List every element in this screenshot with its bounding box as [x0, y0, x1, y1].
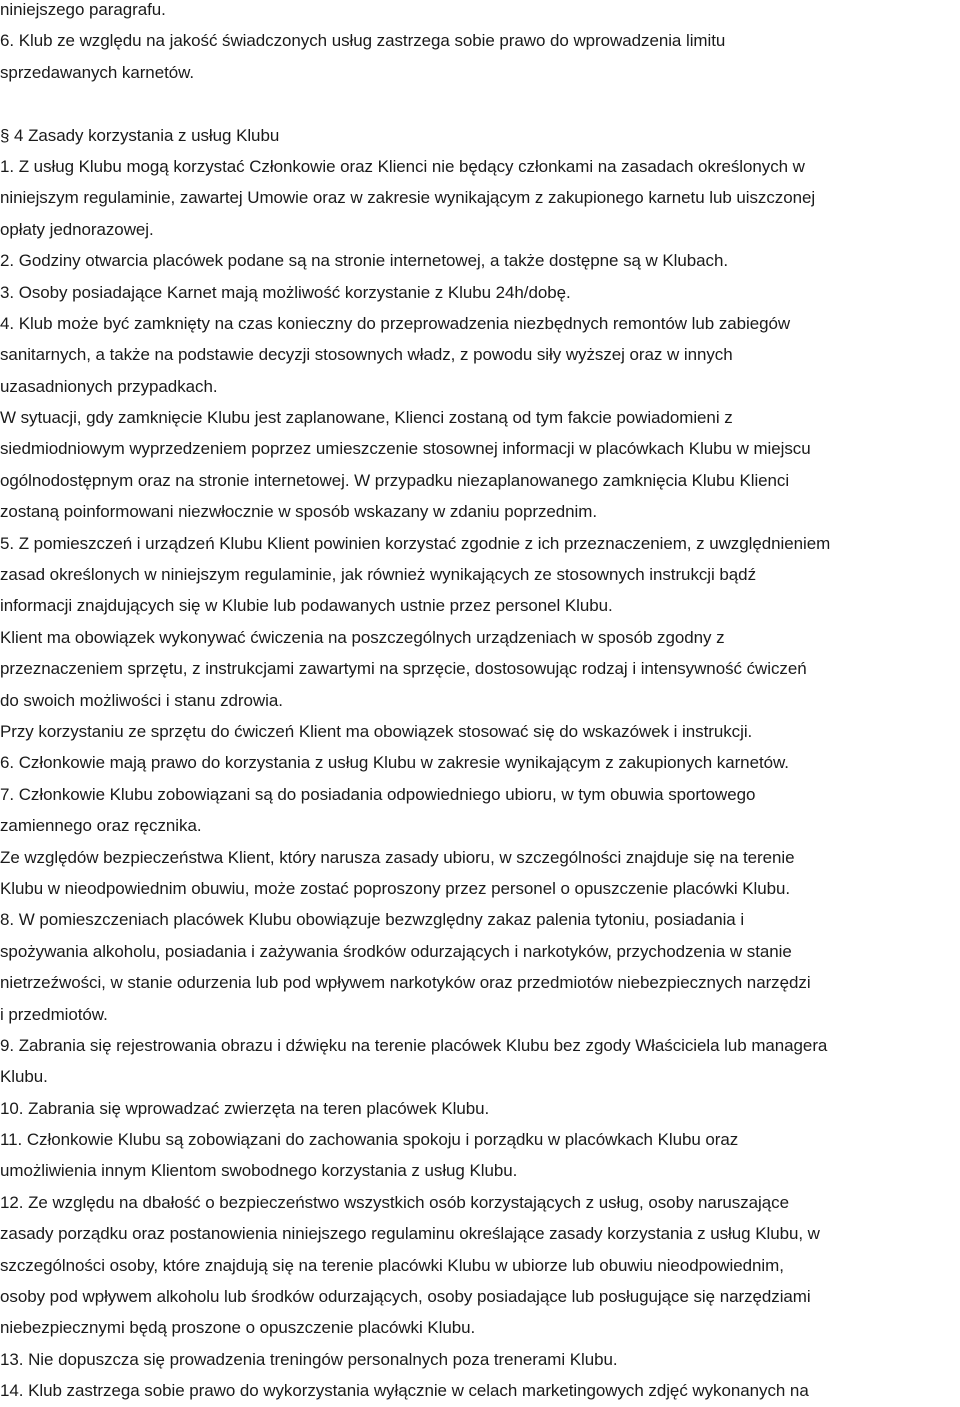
paragraph-line: Klient ma obowiązek wykonywać ćwiczenia na poszczególnych urządzeniach w sposób zgodny z	[0, 627, 725, 647]
paragraph-line: zostaną poinformowani niezwłocznie w sposób wskazany w zdaniu poprzednim.	[0, 502, 598, 522]
paragraph-line: sprzedawanych karnetów.	[0, 62, 195, 82]
paragraph-line: osoby pod wpływem alkoholu lub środków odurzających, osoby posiadające lub posługujące się narzędziami	[0, 1287, 811, 1307]
paragraph-line: zamiennego oraz ręcznika.	[0, 816, 202, 836]
paragraph-line: 13. Nie dopuszcza się prowadzenia treningów personalnych poza trenerami Klubu.	[0, 1349, 618, 1369]
section-heading: § 4 Zasady korzystania z usług Klubu	[0, 125, 280, 145]
paragraph-line: nietrzeźwości, w stanie odurzenia lub pod wpływem narkotyków oraz przedmiotów niebezpiecznych narzędzi	[0, 973, 811, 993]
paragraph-line: Przy korzystaniu ze sprzętu do ćwiczeń Klient ma obowiązek stosować się do wskazówek i instrukcji.	[0, 721, 753, 741]
paragraph-line: niniejszego paragrafu.	[0, 0, 166, 19]
paragraph-line: 4. Klub może być zamknięty na czas konieczny do przeprowadzenia niezbędnych remontów lub zabiegów	[0, 313, 791, 333]
paragraph-line: 2. Godziny otwarcia placówek podane są na stronie internetowej, a także dostępne są w Klubach.	[0, 251, 729, 271]
paragraph-line: zasad określonych w niniejszym regulaminie, jak również wynikających ze stosownych instrukcji bądź	[0, 565, 757, 585]
paragraph-line: 10. Zabrania się wprowadzać zwierzęta na teren placówek Klubu.	[0, 1098, 490, 1118]
paragraph-line: Ze względów bezpieczeństwa Klient, który narusza zasady ubioru, w szczególności znajduje się na terenie	[0, 847, 795, 867]
paragraph-line: sanitarnych, a także na podstawie decyzji stosownych władz, z powodu siły wyższej oraz w innych	[0, 345, 733, 365]
paragraph-line: niniejszym regulaminie, zawartej Umowie oraz w zakresie wynikającym z zakupionego karnetu lub uiszczonej	[0, 188, 816, 208]
paragraph-line: 6. Członkowie mają prawo do korzystania z usług Klubu w zakresie wynikającym z zakupionych karnetów.	[0, 753, 789, 773]
paragraph-line: 3. Osoby posiadające Karnet mają możliwość korzystanie z Klubu 24h/dobę.	[0, 282, 571, 302]
paragraph-line: przeznaczeniem sprzętu, z instrukcjami zawartymi na sprzęcie, dostosowując rodzaj i intensywność ćwiczeń	[0, 659, 807, 679]
paragraph-line: 9. Zabrania się rejestrowania obrazu i dźwięku na terenie placówek Klubu bez zgody Właściciela lub managera	[0, 1035, 828, 1055]
paragraph-line: zasady porządku oraz postanowienia niniejszego regulaminu określające zasady korzystania z usług Klubu, w	[0, 1224, 820, 1244]
paragraph-line: umożliwienia innym Klientom swobodnego korzystania z usług Klubu.	[0, 1161, 518, 1181]
paragraph-line: opłaty jednorazowej.	[0, 219, 154, 239]
paragraph-line: W sytuacji, gdy zamknięcie Klubu jest zaplanowane, Klienci zostaną od tym fakcie powiadomieni z	[0, 408, 733, 428]
paragraph-line: 5. Z pomieszczeń i urządzeń Klubu Klient powinien korzystać zgodnie z ich przeznaczeniem, z uwzględnieniem	[0, 533, 831, 553]
paragraph-line: 1. Z usług Klubu mogą korzystać Członkowie oraz Klienci nie będący członkami na zasadach określonych w	[0, 156, 805, 176]
paragraph-line: szczególności osoby, które znajdują się na terenie placówki Klubu w ubiorze lub obuwiu nieodpowiednim,	[0, 1255, 784, 1275]
paragraph-line: niebezpiecznymi będą proszone o opuszczenie placówki Klubu.	[0, 1318, 476, 1338]
paragraph-line: siedmiodniowym wyprzedzeniem poprzez umieszczenie stosownej informacji w placówkach Klubu w miejscu	[0, 439, 811, 459]
paragraph-line: 6. Klub ze względu na jakość świadczonych usług zastrzega sobie prawo do wprowadzenia limitu	[0, 31, 726, 51]
paragraph-line: 8. W pomieszczeniach placówek Klubu obowiązuje bezwzględny zakaz palenia tytoniu, posiadania i	[0, 910, 745, 930]
blank-line	[0, 88, 960, 119]
paragraph-line: Klubu.	[0, 1067, 48, 1087]
paragraph-line: Klubu w nieodpowiednim obuwiu, może zostać poproszony przez personel o opuszczenie placówki Klubu.	[0, 878, 791, 898]
paragraph-line: 11. Członkowie Klubu są zobowiązani do zachowania spokoju i porządku w placówkach Klubu oraz	[0, 1130, 739, 1150]
paragraph-line: uzasadnionych przypadkach.	[0, 376, 218, 396]
paragraph-line: i przedmiotów.	[0, 1004, 108, 1024]
paragraph-line: 14. Klub zastrzega sobie prawo do wykorzystania wyłącznie w celach marketingowych zdjęć wykonanych na	[0, 1381, 809, 1401]
paragraph-line: 12. Ze względu na dbałość o bezpieczeństwo wszystkich osób korzystających z usług, osoby naruszające	[0, 1192, 789, 1212]
paragraph-line: ogólnodostępnym oraz na stronie internetowej. W przypadku niezaplanowanego zamknięcia Klubu Klienci	[0, 470, 790, 490]
paragraph-line: spożywania alkoholu, posiadania i zażywania środków odurzających i narkotyków, przychodzenia w stanie	[0, 941, 792, 961]
paragraph-line: informacji znajdujących się w Klubie lub podawanych ustnie przez personel Klubu.	[0, 596, 613, 616]
paragraph-line: 7. Członkowie Klubu zobowiązani są do posiadania odpowiedniego ubioru, w tym obuwia sportowego	[0, 784, 756, 804]
paragraph-line: do swoich możliwości i stanu zdrowia.	[0, 690, 283, 710]
